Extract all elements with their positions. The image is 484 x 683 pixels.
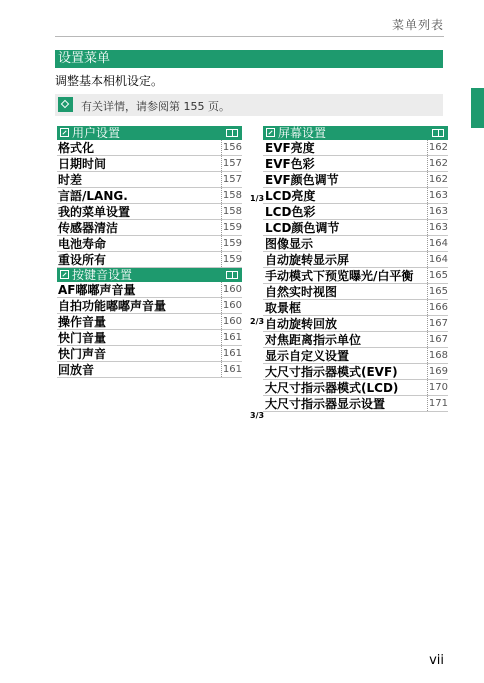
menu-item-label: 我的菜单设置 xyxy=(58,205,131,219)
menu-row xyxy=(263,236,448,252)
menu-item-page: 168 xyxy=(428,350,448,361)
menu-item-page: 158 xyxy=(222,190,242,201)
menu-row xyxy=(57,298,242,314)
menu-row xyxy=(263,348,448,364)
menu-item-page: 162 xyxy=(428,158,448,169)
menu-item-label: 电池寿命 xyxy=(58,237,107,251)
menu-item-label: 大尺寸指示器显示设置 xyxy=(265,397,386,411)
menu-row xyxy=(263,156,448,172)
menu-item-page: 170 xyxy=(428,382,448,393)
menu-item-label: 操作音量 xyxy=(58,315,107,329)
menu-item-page: 161 xyxy=(222,364,242,375)
menu-item-label: LCD亮度 xyxy=(265,189,316,203)
menu-item-page: 171 xyxy=(428,398,448,409)
menu-item-label: LCD颜色调节 xyxy=(265,221,340,235)
menu-item-label: 自动旋转回放 xyxy=(265,317,338,331)
sound-settings-group xyxy=(57,268,242,378)
page-mark-1: 1/3 xyxy=(250,194,265,203)
menu-row xyxy=(57,204,242,220)
menu-item-label: LCD色彩 xyxy=(265,205,316,219)
menu-row xyxy=(57,346,242,362)
menu-item-page: 167 xyxy=(428,318,448,329)
menu-item-page: 166 xyxy=(428,302,448,313)
header-rule xyxy=(55,36,444,37)
menu-item-label: 快门音量 xyxy=(58,331,107,345)
menu-item-label: 取景框 xyxy=(265,301,302,315)
menu-item-label: 大尺寸指示器模式(LCD) xyxy=(265,381,399,395)
menu-item-page: 165 xyxy=(428,270,448,281)
menu-row xyxy=(57,252,242,268)
menu-item-page: 159 xyxy=(222,238,242,249)
menu-item-page: 160 xyxy=(222,300,242,311)
menu-item-page: 160 xyxy=(222,316,242,327)
note-icon xyxy=(58,97,73,112)
wrench-icon xyxy=(60,128,69,137)
menu-row xyxy=(57,188,242,204)
menu-row xyxy=(263,316,448,332)
menu-row xyxy=(263,252,448,268)
menu-item-page: 159 xyxy=(222,254,242,265)
section-title: 设置菜单 xyxy=(55,50,443,68)
screen-settings-title: 屏幕设置 xyxy=(278,126,327,140)
screen-settings-group xyxy=(263,126,448,412)
menu-row xyxy=(263,268,448,284)
menu-row xyxy=(263,204,448,220)
menu-item-label: 自然实时视图 xyxy=(265,285,338,299)
menu-row xyxy=(57,156,242,172)
menu-row xyxy=(57,362,242,378)
menu-row xyxy=(263,364,448,380)
menu-item-label: 自动旋转显示屏 xyxy=(265,253,350,267)
menu-row xyxy=(57,220,242,236)
menu-item-page: 156 xyxy=(222,142,242,153)
menu-row xyxy=(57,172,242,188)
menu-item-page: 163 xyxy=(428,206,448,217)
menu-item-label: 重设所有 xyxy=(58,253,107,267)
book-icon xyxy=(226,129,238,137)
menu-item-page: 167 xyxy=(428,334,448,345)
menu-item-label: EVF颜色调节 xyxy=(265,173,339,187)
menu-item-page: 162 xyxy=(428,142,448,153)
menu-item-label: 格式化 xyxy=(58,141,95,155)
book-icon xyxy=(432,129,444,137)
menu-item-label: 图像显示 xyxy=(265,237,314,251)
menu-item-page: 158 xyxy=(222,206,242,217)
sound-settings-header xyxy=(57,268,242,282)
menu-row xyxy=(57,330,242,346)
menu-item-page: 157 xyxy=(222,158,242,169)
menu-row xyxy=(57,236,242,252)
menu-item-label: 自拍功能嘟嘟声音量 xyxy=(58,299,167,313)
menu-row xyxy=(57,140,242,156)
menu-item-label: 传感器清洁 xyxy=(58,221,119,235)
menu-item-page: 165 xyxy=(428,286,448,297)
menu-item-page: 160 xyxy=(222,284,242,295)
section-description: 调整基本相机设定。 xyxy=(55,74,164,88)
menu-row xyxy=(263,188,448,204)
menu-item-page: 164 xyxy=(428,254,448,265)
menu-row xyxy=(263,172,448,188)
note-text: 有关详情，请参阅第 155 页。 xyxy=(81,100,230,113)
menu-item-label: 言語/LANG. xyxy=(58,189,128,203)
page-number: vii xyxy=(429,653,444,668)
menu-item-label: 显示自定义设置 xyxy=(265,349,350,363)
menu-item-label: 回放音 xyxy=(58,363,95,377)
menu-item-page: 164 xyxy=(428,238,448,249)
menu-row xyxy=(263,140,448,156)
menu-item-page: 161 xyxy=(222,348,242,359)
menu-item-page: 162 xyxy=(428,174,448,185)
menu-item-label: 时差 xyxy=(58,173,83,187)
menu-row xyxy=(263,396,448,412)
menu-row xyxy=(263,220,448,236)
menu-item-page: 169 xyxy=(428,366,448,377)
menu-row xyxy=(263,332,448,348)
user-settings-group xyxy=(57,126,242,268)
menu-row xyxy=(57,314,242,330)
screen-settings-header xyxy=(263,126,448,140)
menu-row xyxy=(57,282,242,298)
wrench-icon xyxy=(60,270,69,279)
page-mark-2: 2/3 xyxy=(250,317,265,326)
menu-item-page: 163 xyxy=(428,190,448,201)
menu-row xyxy=(263,380,448,396)
reference-note xyxy=(55,94,443,116)
menu-item-label: 对焦距离指示单位 xyxy=(265,333,362,347)
menu-item-page: 163 xyxy=(428,222,448,233)
page-header xyxy=(0,0,484,40)
menu-item-label: 手动模式下预览曝光/白平衡 xyxy=(265,269,414,283)
user-settings-title: 用户设置 xyxy=(72,126,121,140)
menu-row xyxy=(263,300,448,316)
sound-settings-title: 按键音设置 xyxy=(72,268,133,282)
user-settings-header xyxy=(57,126,242,140)
book-icon xyxy=(226,271,238,279)
menu-item-page: 157 xyxy=(222,174,242,185)
chapter-tab xyxy=(471,88,484,128)
menu-row xyxy=(263,284,448,300)
menu-item-label: AF嘟嘟声音量 xyxy=(58,283,136,297)
menu-item-page: 161 xyxy=(222,332,242,343)
menu-item-label: EVF亮度 xyxy=(265,141,315,155)
page-mark-3: 3/3 xyxy=(250,411,265,420)
menu-item-label: 日期时间 xyxy=(58,157,107,171)
header-title: 菜单列表 xyxy=(391,18,444,32)
menu-item-label: EVF色彩 xyxy=(265,157,315,171)
wrench-icon xyxy=(266,128,275,137)
menu-item-label: 快门声音 xyxy=(58,347,107,361)
menu-item-page: 159 xyxy=(222,222,242,233)
menu-item-label: 大尺寸指示器模式(EVF) xyxy=(265,365,398,379)
